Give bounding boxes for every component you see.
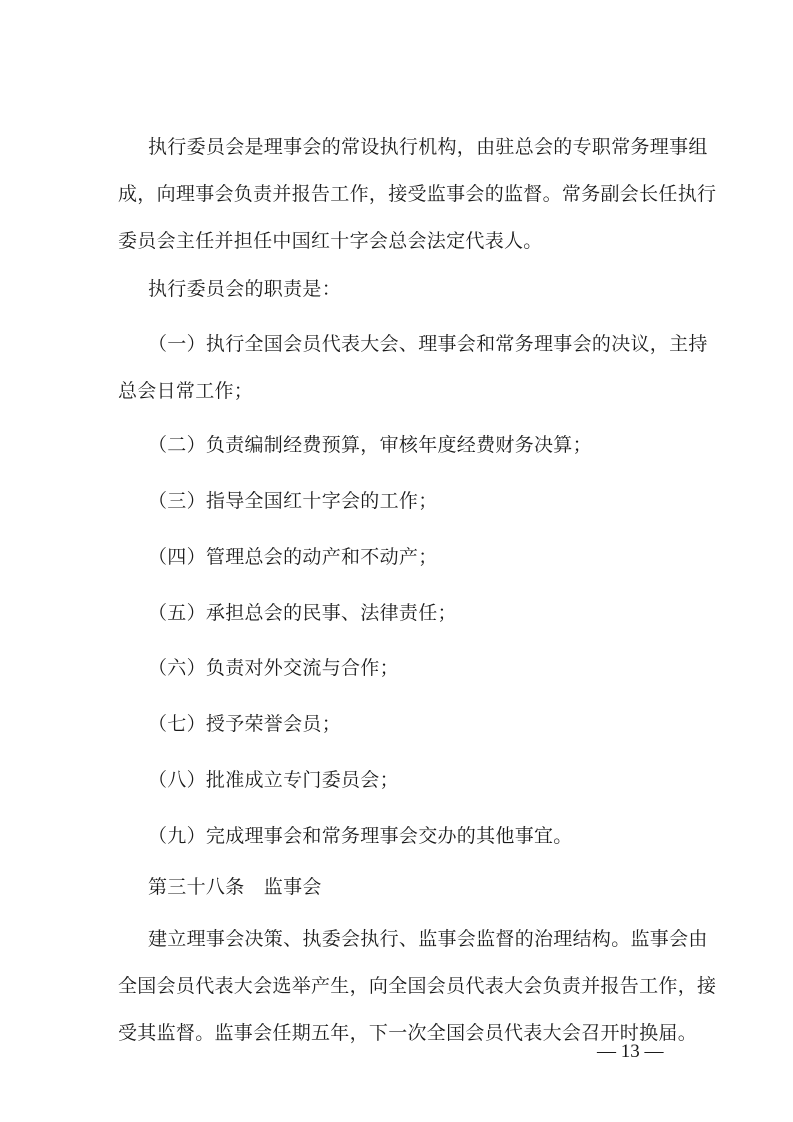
paragraph-supervisory-board-line-3: 受其监督。监事会任期五年，下一次全国会员代表大会召开时换届。 [118,1022,698,1044]
page-number: — 13 — [597,1041,664,1062]
paragraph-executive-committee-line-1: 执行委员会是理事会的常设执行机构，由驻总会的专职常务理事组 [148,136,708,158]
list-item-9: （九）完成理事会和常务理事会交办的其他事宜。 [148,825,573,847]
list-item-7: （七）授予荣誉会员； [148,713,342,735]
list-item-3: （三）指导全国红十字会的工作； [148,490,438,512]
list-item-8: （八）批准成立专门委员会； [148,769,399,791]
list-item-4: （四）管理总会的动产和不动产； [148,546,438,568]
paragraph-executive-committee-line-3: 委员会主任并担任中国红十字会总会法定代表人。 [118,230,543,252]
paragraph-supervisory-board-line-2: 全国会员代表大会选举产生，向全国会员代表大会负责并报告工作，接 [118,975,717,997]
list-item-5: （五）承担总会的民事、法律责任； [148,602,457,624]
list-item-6: （六）负责对外交流与合作； [148,657,399,679]
paragraph-duties-intro: 执行委员会的职责是： [148,278,342,300]
paragraph-supervisory-board-line-1: 建立理事会决策、执委会执行、监事会监督的治理结构。监事会由 [148,928,708,950]
paragraph-executive-committee-line-2: 成，向理事会负责并报告工作，接受监事会的监督。常务副会长任执行 [118,183,717,205]
list-item-1-line-1: （一）执行全国会员代表大会、理事会和常务理事会的决议，主持 [148,333,708,355]
list-item-1-line-2: 总会日常工作； [118,380,254,402]
list-item-2: （二）负责编制经费预算，审核年度经费财务决算； [148,434,592,456]
article-heading: 第三十八条 监事会 [148,876,322,898]
